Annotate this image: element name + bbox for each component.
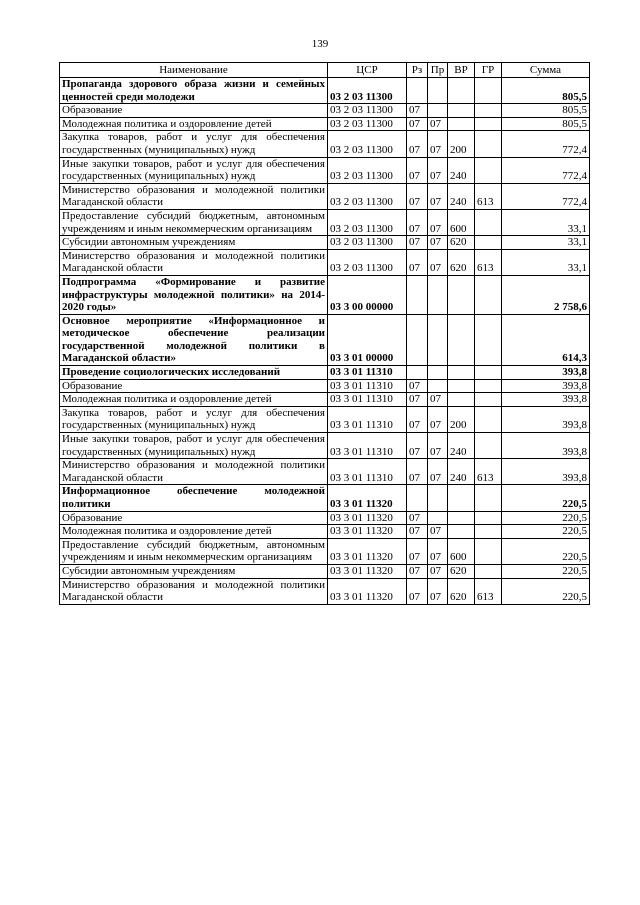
header-name: Наименование xyxy=(60,63,328,78)
cell-gr: 613 xyxy=(475,459,502,485)
cell-pr: 07 xyxy=(428,157,448,183)
cell-rz: 07 xyxy=(407,393,428,407)
cell-vr xyxy=(448,314,475,365)
cell-csr: 03 2 03 11300 xyxy=(328,131,407,157)
cell-sum: 614,3 xyxy=(502,314,590,365)
table-row xyxy=(60,525,590,539)
cell-csr: 03 2 03 11300 xyxy=(328,104,407,118)
cell-rz: 07 xyxy=(407,578,428,604)
cell-vr xyxy=(448,78,475,104)
cell-rz: 07 xyxy=(407,379,428,393)
cell-rz: 07 xyxy=(407,117,428,131)
cell-sum: 772,4 xyxy=(502,131,590,157)
cell-gr: 613 xyxy=(475,183,502,209)
header-sum: Сумма xyxy=(502,63,590,78)
cell-sum: 220,5 xyxy=(502,511,590,525)
cell-rz: 07 xyxy=(407,459,428,485)
cell-csr: 03 3 01 11320 xyxy=(328,511,407,525)
cell-vr xyxy=(448,525,475,539)
cell-rz: 07 xyxy=(407,104,428,118)
cell-sum: 220,5 xyxy=(502,564,590,578)
cell-vr: 600 xyxy=(448,209,475,235)
cell-sum: 220,5 xyxy=(502,578,590,604)
cell-sum: 220,5 xyxy=(502,485,590,511)
cell-sum: 772,4 xyxy=(502,157,590,183)
cell-sum: 805,5 xyxy=(502,78,590,104)
cell-vr xyxy=(448,393,475,407)
header-rz: Рз xyxy=(407,63,428,78)
cell-sum: 33,1 xyxy=(502,209,590,235)
table-row xyxy=(60,485,590,511)
cell-name: Предоставление субсидий бюджетным, автономным учреждениям и иным некоммерческим организациям xyxy=(60,538,328,564)
cell-sum: 805,5 xyxy=(502,117,590,131)
cell-csr: 03 3 01 11320 xyxy=(328,578,407,604)
cell-pr: 07 xyxy=(428,209,448,235)
cell-pr: 07 xyxy=(428,236,448,250)
cell-name: Молодежная политика и оздоровление детей xyxy=(60,393,328,407)
cell-pr: 07 xyxy=(428,393,448,407)
cell-rz: 07 xyxy=(407,525,428,539)
cell-gr xyxy=(475,379,502,393)
table-row xyxy=(60,209,590,235)
cell-gr xyxy=(475,275,502,314)
cell-sum: 393,8 xyxy=(502,379,590,393)
cell-rz: 07 xyxy=(407,249,428,275)
table-row xyxy=(60,564,590,578)
cell-gr xyxy=(475,393,502,407)
cell-csr: 03 3 01 11320 xyxy=(328,525,407,539)
table-row xyxy=(60,236,590,250)
cell-vr: 240 xyxy=(448,183,475,209)
cell-rz: 07 xyxy=(407,209,428,235)
cell-gr xyxy=(475,314,502,365)
cell-rz xyxy=(407,314,428,365)
cell-gr xyxy=(475,209,502,235)
cell-name: Молодежная политика и оздоровление детей xyxy=(60,525,328,539)
cell-gr xyxy=(475,236,502,250)
cell-sum: 220,5 xyxy=(502,538,590,564)
table-header-row xyxy=(60,63,590,78)
cell-name: Закупка товаров, работ и услуг для обеспечения государственных (муниципальных) нужд xyxy=(60,131,328,157)
table-row xyxy=(60,538,590,564)
cell-name: Субсидии автономным учреждениям xyxy=(60,564,328,578)
cell-gr: 613 xyxy=(475,578,502,604)
cell-vr xyxy=(448,485,475,511)
cell-pr: 07 xyxy=(428,459,448,485)
table-row xyxy=(60,78,590,104)
cell-csr: 03 2 03 11300 xyxy=(328,249,407,275)
cell-sum: 805,5 xyxy=(502,104,590,118)
cell-csr: 03 2 03 11300 xyxy=(328,183,407,209)
cell-vr xyxy=(448,366,475,380)
cell-pr: 07 xyxy=(428,433,448,459)
cell-name: Подпрограмма «Формирование и развитие инфраструктуры молодежной политики» на 2014-2020 годы» xyxy=(60,275,328,314)
cell-vr xyxy=(448,275,475,314)
cell-pr: 07 xyxy=(428,117,448,131)
cell-sum: 2 758,6 xyxy=(502,275,590,314)
cell-vr: 240 xyxy=(448,433,475,459)
cell-name: Молодежная политика и оздоровление детей xyxy=(60,117,328,131)
cell-pr: 07 xyxy=(428,525,448,539)
cell-rz xyxy=(407,366,428,380)
cell-csr: 03 3 01 00000 xyxy=(328,314,407,365)
header-gr: ГР xyxy=(475,63,502,78)
header-pr: Пр xyxy=(428,63,448,78)
cell-rz xyxy=(407,275,428,314)
cell-pr: 07 xyxy=(428,249,448,275)
table-row xyxy=(60,406,590,432)
cell-pr: 07 xyxy=(428,131,448,157)
cell-gr xyxy=(475,433,502,459)
table-row xyxy=(60,459,590,485)
cell-csr: 03 2 03 11300 xyxy=(328,236,407,250)
page-number: 139 xyxy=(311,38,329,50)
cell-sum: 393,8 xyxy=(502,393,590,407)
cell-name: Проведение социологических исследований xyxy=(60,366,328,380)
cell-vr: 620 xyxy=(448,236,475,250)
cell-gr xyxy=(475,157,502,183)
cell-rz xyxy=(407,485,428,511)
cell-vr xyxy=(448,117,475,131)
cell-name: Образование xyxy=(60,104,328,118)
table-row xyxy=(60,157,590,183)
table-row xyxy=(60,511,590,525)
cell-gr xyxy=(475,78,502,104)
cell-name: Образование xyxy=(60,379,328,393)
cell-sum: 33,1 xyxy=(502,236,590,250)
table-row xyxy=(60,131,590,157)
cell-name: Предоставление субсидий бюджетным, автономным учреждениям и иным некоммерческим организациям xyxy=(60,209,328,235)
cell-rz: 07 xyxy=(407,538,428,564)
cell-gr xyxy=(475,117,502,131)
cell-name: Министерство образования и молодежной политики Магаданской области xyxy=(60,578,328,604)
cell-csr: 03 3 01 11310 xyxy=(328,433,407,459)
cell-gr xyxy=(475,485,502,511)
table-body xyxy=(60,78,590,605)
table-row xyxy=(60,393,590,407)
cell-sum: 33,1 xyxy=(502,249,590,275)
cell-vr: 240 xyxy=(448,157,475,183)
cell-pr xyxy=(428,511,448,525)
cell-csr: 03 3 01 11310 xyxy=(328,379,407,393)
cell-name: Иные закупки товаров, работ и услуг для обеспечения государственных (муниципальных) нужд xyxy=(60,157,328,183)
cell-gr xyxy=(475,131,502,157)
cell-vr: 200 xyxy=(448,406,475,432)
cell-rz: 07 xyxy=(407,406,428,432)
cell-gr xyxy=(475,366,502,380)
cell-gr xyxy=(475,406,502,432)
cell-sum: 772,4 xyxy=(502,183,590,209)
cell-pr: 07 xyxy=(428,183,448,209)
cell-csr: 03 3 00 00000 xyxy=(328,275,407,314)
cell-vr xyxy=(448,104,475,118)
cell-pr xyxy=(428,314,448,365)
cell-name: Информационное обеспечение молодежной политики xyxy=(60,485,328,511)
table-row xyxy=(60,249,590,275)
cell-csr: 03 3 01 11310 xyxy=(328,459,407,485)
table-row xyxy=(60,275,590,314)
cell-name: Пропаганда здорового образа жизни и семейных ценностей среди молодежи xyxy=(60,78,328,104)
cell-name: Образование xyxy=(60,511,328,525)
cell-csr: 03 3 01 11310 xyxy=(328,366,407,380)
cell-gr xyxy=(475,538,502,564)
table-row xyxy=(60,578,590,604)
cell-sum: 220,5 xyxy=(502,525,590,539)
cell-pr: 07 xyxy=(428,578,448,604)
cell-vr: 620 xyxy=(448,249,475,275)
cell-rz: 07 xyxy=(407,157,428,183)
cell-vr xyxy=(448,379,475,393)
cell-csr: 03 3 01 11310 xyxy=(328,406,407,432)
cell-gr xyxy=(475,104,502,118)
cell-rz xyxy=(407,78,428,104)
table-row xyxy=(60,366,590,380)
table-row xyxy=(60,379,590,393)
cell-rz: 07 xyxy=(407,564,428,578)
cell-name: Министерство образования и молодежной политики Магаданской области xyxy=(60,183,328,209)
cell-sum: 393,8 xyxy=(502,459,590,485)
cell-vr: 620 xyxy=(448,578,475,604)
cell-pr xyxy=(428,485,448,511)
cell-pr xyxy=(428,275,448,314)
cell-vr: 600 xyxy=(448,538,475,564)
cell-sum: 393,8 xyxy=(502,406,590,432)
cell-name: Основное мероприятие «Информационное и методическое обеспечение реализации государственной молодежной политики в Магаданской области» xyxy=(60,314,328,365)
cell-gr: 613 xyxy=(475,249,502,275)
cell-vr: 200 xyxy=(448,131,475,157)
header-vr: ВР xyxy=(448,63,475,78)
cell-rz: 07 xyxy=(407,236,428,250)
table-row xyxy=(60,117,590,131)
cell-csr: 03 2 03 11300 xyxy=(328,157,407,183)
cell-vr: 620 xyxy=(448,564,475,578)
cell-gr xyxy=(475,511,502,525)
cell-pr xyxy=(428,78,448,104)
cell-csr: 03 2 03 11300 xyxy=(328,209,407,235)
cell-name: Иные закупки товаров, работ и услуг для обеспечения государственных (муниципальных) нужд xyxy=(60,433,328,459)
cell-rz: 07 xyxy=(407,131,428,157)
cell-vr: 240 xyxy=(448,459,475,485)
cell-csr: 03 3 01 11320 xyxy=(328,538,407,564)
cell-vr xyxy=(448,511,475,525)
budget-table xyxy=(59,62,590,605)
cell-gr xyxy=(475,564,502,578)
cell-csr: 03 3 01 11320 xyxy=(328,485,407,511)
cell-rz: 07 xyxy=(407,183,428,209)
cell-name: Субсидии автономным учреждениям xyxy=(60,236,328,250)
cell-pr xyxy=(428,366,448,380)
cell-csr: 03 3 01 11310 xyxy=(328,393,407,407)
cell-name: Закупка товаров, работ и услуг для обеспечения государственных (муниципальных) нужд xyxy=(60,406,328,432)
cell-rz: 07 xyxy=(407,511,428,525)
cell-pr xyxy=(428,379,448,393)
cell-rz: 07 xyxy=(407,433,428,459)
cell-pr: 07 xyxy=(428,538,448,564)
table-row xyxy=(60,104,590,118)
cell-csr: 03 2 03 11300 xyxy=(328,78,407,104)
cell-pr: 07 xyxy=(428,406,448,432)
table-row xyxy=(60,433,590,459)
cell-sum: 393,8 xyxy=(502,433,590,459)
cell-gr xyxy=(475,525,502,539)
cell-name: Министерство образования и молодежной политики Магаданской области xyxy=(60,459,328,485)
header-csr: ЦСР xyxy=(328,63,407,78)
cell-pr xyxy=(428,104,448,118)
table-row xyxy=(60,183,590,209)
cell-csr: 03 2 03 11300 xyxy=(328,117,407,131)
cell-csr: 03 3 01 11320 xyxy=(328,564,407,578)
cell-sum: 393,8 xyxy=(502,366,590,380)
cell-pr: 07 xyxy=(428,564,448,578)
cell-name: Министерство образования и молодежной политики Магаданской области xyxy=(60,249,328,275)
table-row xyxy=(60,314,590,365)
